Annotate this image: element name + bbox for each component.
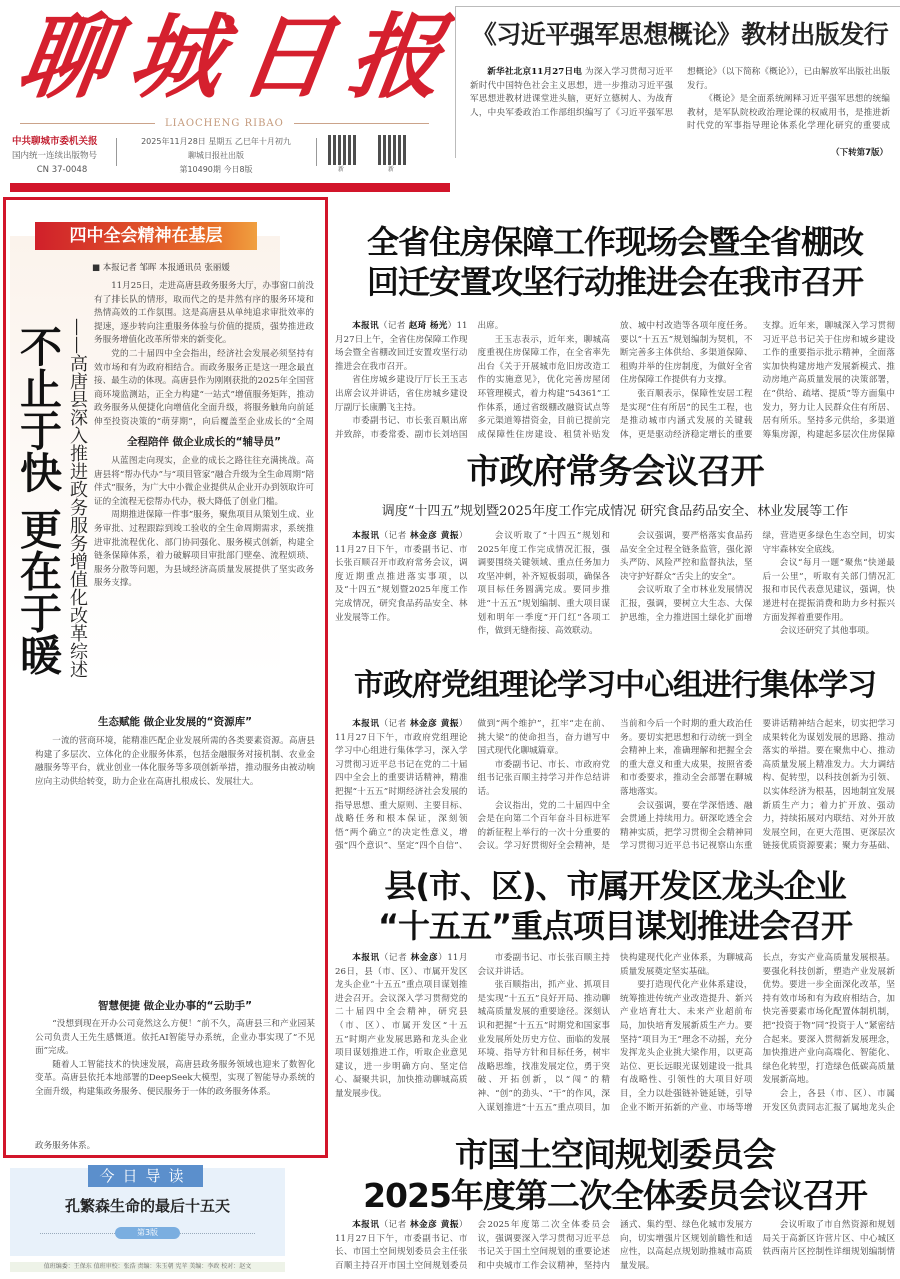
feature-subtitle: ——高唐县深入推进政务服务增值化改革综述: [67, 318, 88, 678]
article3-body: [335, 718, 895, 856]
article2-subtitle: 调度“十四五”规划暨2025年度工作完成情况 研究食品药品安全、林业发展等工作: [381, 504, 849, 519]
paragraph: 会议指出，党的二十届四中全会是在向第二个百年奋斗目标进军的新征程上举行的一次十分重要的会议。学习好贯彻好全会精神，是当前和今后一个时期的重大政治任务。要切实把思想和行动统一到全会精神上来，准确理解和把握全会的重大意义和重大成果，按照省委和市委要求，推动全会部署在聊城落地落实。: [477, 719, 753, 852]
masthead-date-block: [119, 135, 313, 177]
continued-note[interactable]: （下转第7版）: [831, 148, 888, 158]
paragraph: 会议强调，要严格落实食品药品安全全过程全链条监管，强化源头严防、风险严控和监督执法，坚决守护好群众“舌尖上的安全”。: [620, 531, 753, 582]
paragraph: 本报讯（记者 林金彦 黄振）11月27日下午，市委副书记、市长张百顺召开市政府常务会议，调度近期重点推进落实事项，以及“十四五”规划暨2025年度工作完成情况，研究食品药品安全、林业发展等工作。: [335, 531, 468, 623]
editor-credits: 值班编委：王保东 值班审校：张浩 责编：朱玉朝 宪苹 美编：李政 校对：赵文: [10, 1262, 285, 1272]
today-guide-page[interactable]: 第3版: [115, 1227, 180, 1239]
top-story-headline[interactable]: 《习近平强军思想概论》教材出版发行: [471, 20, 889, 49]
article1-body: [335, 320, 895, 448]
feature-body: [94, 455, 314, 700]
paragraph: 省住房城乡建设厅厅长王玉志出席会议并讲话，省住房城乡建设厅副厅长康鹏飞主持。: [335, 375, 468, 413]
paragraph: 《概论》是全面系统阐释习近平强军思想的统编教材，是军队院校政治理论课的权威用书，是推进新时代党的军事指导理论体系化学理化研究的重要成: [687, 94, 890, 132]
cn-number: CN 37-0048: [36, 165, 88, 175]
paragraph: 11月25日，走进高唐县政务服务大厅，办事窗口前没有了排长队的情形，取而代之的是井然有序的服务环境和热情高效的工作氛围。这是高唐县从单纯追求审批效率的提速，逐步转向注重服务体验与价值的提质，强势推进政务服务增值化改革所带来的新变化。: [94, 281, 314, 346]
qr-label: 新: [388, 166, 395, 173]
paragraph: 本报讯（记者 林金彦 黄振）11月27日下午，市政府党组理论学习中心组进行集体学习，深入学习贯彻习近平总书记在党的二十届四中全会上的重要讲话精神，精准把握“十五五”时期经济社会发展的指导思想、重大原则、主要目标、战略任务和根本保证，深刻领悟“两个确立”的决定性意义，增强“四个意识”、坚定“四个自信”、做到“两个维护”，扛牢“走在前、挑大梁”的使命担当，奋力谱写中国式现代化聊城篇章。: [335, 719, 610, 852]
article3-headline[interactable]: 市政府党组理论学习中心组进行集体学习: [354, 668, 876, 703]
paragraph: 王玉志表示，近年来，聊城高度重视住房保障工作，在全省率先出台《关于开展城市危旧房改造工作的实施意见》，优化完善房屋闭环管理模式，着力构建“54361”工作体系，通过省级棚改融资试点等多元渠道筹措资金，目前已提前完成保障性住房建设、租赁补贴发放、城中村改造等各项年度任务。要以“十五五”规划编制为契机，不断完善多主体供给、多渠道保障、租购并举的住房制度，为做好全省住房保障工作提供有力支撑。: [477, 321, 753, 440]
paragraph: 市委副书记、市长张百顺出席并致辞，市委常委、副市长刘培国出席。: [335, 321, 504, 440]
paragraph: 会议听取了“十四五”规划和2025年度工作完成情况汇报，强调要围绕关键领域、重点任务加力攻坚冲刺，补齐短板弱项，确保各项目标任务圆满完成。要同步推进“十五五”规划编制、重大项目谋划和明年一季度“开门红”各项工作，做到无缝衔接、高效联动。: [477, 531, 610, 637]
paragraph: 本报讯（记者 林金彦）11月26日，县（市、区）、市属开发区龙头企业“十五五”重点项目谋划推进会召开。会议深入学习贯彻党的二十届四中全会精神，研究县（市、区）、市属开发区“十五五”时期产业发展思路和龙头企业项目谋划推进工作，听取企业意见建议，进一步明确方向、坚定信心、凝聚共识，加快推动聊城高质量发展步伐。: [335, 953, 468, 1099]
headline-line: 2025年度第二次全体委员会议召开: [363, 1176, 867, 1215]
feature-body-end: 政务服务体系。: [35, 1141, 96, 1151]
organ-name: 中共聊城市委机关报: [12, 136, 98, 147]
paragraph: 周期推进保障一件事”服务，聚焦项目从策划生成、业务审批、过程跟踪到竣工验收的全生命周期需求，系统推进审批流程优化、部门协同强化、服务模式创新，构建全链条保障体系，着力破解项目审批部门壁垒、流程烦琐、服务分散等问题，为县域经济高质量发展提供了坚实政务服务支撑。: [94, 510, 314, 589]
headline-line: 回迁安置攻坚行动推进会在我市召开: [366, 263, 863, 301]
article5-headline[interactable]: [330, 1134, 900, 1216]
top-story-body: [470, 66, 890, 147]
feature-body: [94, 280, 314, 426]
paragraph: 张百顺表示，保障性安居工程是实现“住有所居”的民生工程，也是推动城市内涵式发展的关键载体，更是驱动经济稳定增长的重要支撑。近年来，聊城深入学习贯彻习近平总书记关于住房和城乡建设工作的重要指示批示精神，全面落实加快构建房地产发展新模式、推动房地产高质量发展的决策部署，在“供给、疏堵、提质”等方面集中发力，努力让人民群众住有所居、居有所乐。坚持多元供给，多渠道筹集房源，构建起多层次住房保障: [620, 321, 895, 440]
article4-body: [335, 952, 895, 1127]
paragraph: 随着人工智能技术的快速发展，高唐县政务服务领域也迎来了数智化变革。高唐县依托本地部署的DeepSeek大模型，实现了智能导办系统的全面升级，构建集政务服务、便民服务于一体的政务服务体系。: [35, 1059, 315, 1097]
masthead-organ: [12, 135, 112, 177]
paragraph: 本报讯（记者 赵琦 杨光）11月27日上午，全省住房保障工作现场会暨全省棚改回迁安置攻坚行动推进会在我市召开。: [335, 321, 468, 372]
paragraph: 一流的营商环境，能精准匹配企业发展所需的各类要素资源。高唐县构建了多层次、立体化的企业服务体系，包括金融服务对接机制、农业金融服务等平台，就业创业一体化服务等多项创新举措，推动服务由被动响应向主动供给转变，助力企业在高唐扎根成长、发展壮大。: [35, 736, 315, 787]
qr-label: 新: [338, 166, 345, 173]
feature-body: [35, 735, 315, 995]
paragraph: 党的二十届四中全会指出，经济社会发展必须坚持有效市场和有为政府相结合。而政务服务正是这一理念最直接、最生动的体现。高唐县作为刚刚获批的2025年全国营商环境监测站，正全力构建“一站式”增值服务矩阵，推动政务服务从便捷化向增值化全面升级，将服务触角向前延伸至投资决策的“萌芽期”，向后覆盖至企业成长的“全周: [94, 348, 314, 426]
paragraph: 会议听取了市自然资源和规划局关于高新区许营片区、中心城区铁西南片区控制性详细规划编制情: [762, 1220, 895, 1258]
paragraph: 从蓝图走向现实，企业的成长之路往往充满挑战。高唐县将“帮办代办”与“项目管家”融合升级为全生命周期“陪伴式”服务，为广大中小微企业提供从企业开办到领取许可证的全流程无偿帮办代办，极大降低了创业门槛。: [94, 456, 314, 507]
headline-line: 市国土空间规划委员会: [455, 1135, 775, 1174]
serial-label: 国内统一连续出版物号: [12, 151, 98, 161]
article1-headline[interactable]: [330, 222, 900, 302]
column-banner: 四中全会精神在基层: [35, 222, 257, 250]
paragraph: 本报讯（记者 林金彦 黄振）11月27日下午，市委副书记、市长、市国土空间规划委员会主任张百顺主持召开市国土空间规划委员会2025年度第二次全体委员会议，强调要深入学习贯彻习近平总书记关于国土空间规划的重要论述和中央城市工作会议精神，坚持内涵式、集约型、绿色化城市发展方向，切实增强片区规划前瞻性和适应性，以高起点规划助推城市高质量发展。: [335, 1220, 753, 1271]
masthead-red-bar: [10, 183, 450, 192]
paragraph: 新华社北京11月27日电 为深入学习贯彻习近平新时代中国特色社会主义思想，进一步推动习近平强军思想进教材进课堂进头脑，更好立德树人、为战育人，中央军委政治工作部组织编写了《习近平强军思想概论》（以下简称《概论》），已由解放军出版社出版发行。: [470, 67, 890, 118]
newspaper-logo: 聊城日报: [12, 3, 468, 111]
article5-body: [335, 1219, 895, 1279]
feature-headline[interactable]: 不止于快 更在于暖: [14, 325, 63, 676]
paragraph: 会上，各县（市、区）、市属开发区负责同志汇报了属地龙头企: [762, 1088, 895, 1113]
feature-subhead: 生态赋能 做企业发展的“资源库”: [98, 716, 252, 728]
feature-body: [35, 1018, 315, 1140]
headline-line: 县(市、区)、市属开发区龙头企业: [384, 867, 846, 905]
feature-subhead: 全程陪伴 做企业成长的“辅导员”: [127, 436, 281, 448]
issue-date: 2025年11月28日 星期五 乙巳年十月初九: [141, 137, 291, 146]
article2-body: [335, 530, 895, 654]
paragraph: 市委副书记、市长张百顺主持会议并讲话。: [477, 953, 610, 977]
paragraph: 会议强调，要在学深悟透、融会贯通上持续用力。研深吃透全会精神实质，把学习贯彻全会精神同学习贯彻习近平总书记视察山东重要讲话精神结合起来，切实把学习成果转化为谋划发展的思路、推动落实的举措。要在聚焦中心、推动高质量发展上精准发力。大力调结构、促转型，以科技创新为引领、以实体经济为根基，因地制宜发展新质生产力；着力扩开放、强动力，持续拓展对内联结、对外开放发展空间，在更大范围、更深层次链接优质资源要素；聚力夯基础、: [620, 719, 895, 852]
qr-code-icon[interactable]: [328, 135, 358, 165]
qr-code-icon[interactable]: [378, 135, 408, 165]
feature-byline: ■ 本报记者 邹晖 本报通讯员 张丽媛: [92, 263, 230, 273]
logo-pinyin: LIAOCHENG RIBAO: [10, 118, 415, 129]
paragraph: 会议还研究了其他事项。: [779, 626, 875, 637]
paragraph: “没想到现在开办公司竟然这么方便！”前不久，高唐县三和产业园某公司负责人王先生感慨道。依托AI智能导办系统，企业办事实现了“不见面”完成。: [35, 1019, 315, 1057]
paragraph: 要打造现代化产业体系建设，统筹推进传统产业改造提升、新兴产业培育壮大、未来产业超前布局，加快培育发展新质生产力。要坚持“项目为王”理念不动摇，充分发挥龙头企业挑大梁作用，以更高站位、更长远眼光谋划建设一批具有战略性、引领性的大项目好项目，全力以赴强链补链延链，引导企业不断开拓新的产业、市场等增长点，夯实产业高质量发展根基。要强化科技创新，塑造产业发展新优势。要进一步全面深化改革，坚持有效市场和有为政府相结合，加快完善要素市场化配置体制机制，把“投资于物”同“投资于人”紧密结合起来。要深入贯彻新发展理念，加快推进产业向高端化、智能化、绿色化转型，打造绿色低碳高质量发展新高地。: [620, 953, 895, 1113]
headline-line: 全省住房保障工作现场会暨全省棚改: [366, 223, 863, 261]
issue-number: 第10490期 今日8版: [179, 165, 253, 174]
article4-headline[interactable]: [330, 866, 900, 946]
paragraph: 会议听取了全市林业发展情况汇报，强调，要树立大生态、大保护思维，全力推进国土绿化扩面增绿，营造更多绿色生态空间，切实守牢森林安全底线。: [620, 531, 895, 623]
today-guide-title[interactable]: 孔繁森生命的最后十五天: [64, 1197, 230, 1215]
today-guide-tag: 今日导读: [88, 1165, 203, 1187]
paragraph: 市委副书记、市长、市政府党组书记张百顺主持学习并作总结讲话。: [477, 759, 610, 797]
publisher: 聊城日报社出版: [188, 151, 244, 160]
headline-line: “十五五”重点项目谋划推进会召开: [377, 907, 853, 945]
article2-headline[interactable]: 市政府常务会议召开: [466, 452, 764, 492]
feature-subhead: 智慧便捷 做企业办事的“云助手”: [98, 1000, 252, 1012]
paragraph: 张百顺指出，抓产业、抓项目是实现“十五五”良好开局、推动聊城高质量发展的重要途径。深刻认识和把握“十五五”时期党和国家事业发展所处历史方位、面临的发展环境、指导方针和目标任务，树牢战略思维，找准发展定位，勇于突破、开拓创新，以“闯”的精神、“创”的劲头、“干”的作风，深入谋划推进“十五五”重点项目，加快构建现代化产业体系，为聊城高质量发展奠定坚实基础。: [477, 953, 753, 1113]
paragraph: 会议“每月一题”聚焦“快递最后一公里”，听取有关部门情况汇报和市民代表意见建议，强调，快递进村在提振消费和助力乡村振兴方面发挥着重要作用。: [762, 558, 895, 623]
